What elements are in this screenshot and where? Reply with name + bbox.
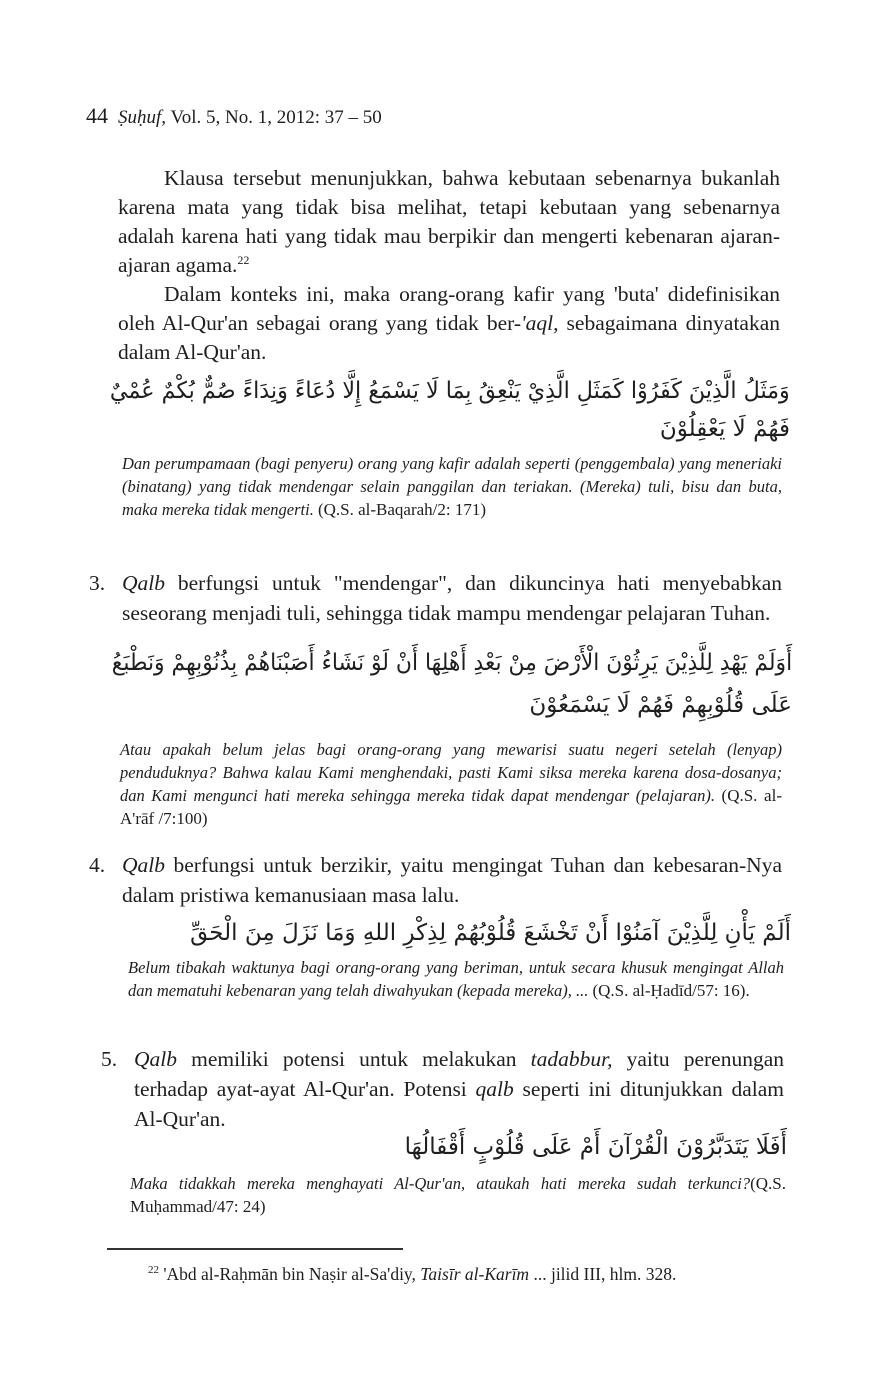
- list-item-3-text: berfungsi untuk "mendengar", dan dikuncinya hati menyebabkan seseorang menjadi tuli, sehingga tidak mampu mendengar pelajaran Tuhan.: [122, 571, 782, 625]
- verse2-arabic-line1: أَوَلَمْ يَهْدِ لِلَّذِيْنَ يَرِثُوْنَ الْأَرْضَ مِنْ بَعْدِ أَهْلِهَا أَنْ لَوْ نَشَاءُ أَصَبْنَاهُمْ بِذُنُوْبِهِمْ وَنَطْبَعُ: [111, 650, 792, 676]
- page-number: 44: [86, 103, 108, 128]
- verse4-arabic-line1: أَفَلَا يَتَدَبَّرُوْنَ الْقُرْآنَ أَمْ عَلَى قُلُوْبٍ أَقْفَالُهَا: [404, 1134, 787, 1160]
- footnote-text-b: ... jilid III, hlm. 328.: [529, 1264, 677, 1284]
- verse4-reference: (Q.S. Muḥammad/47: 24): [130, 1174, 786, 1216]
- list-item-5-term: tadabbur,: [530, 1047, 613, 1071]
- list-item-5-text-b: yaitu perenungan terhadap ayat-ayat Al-Qur'an. Potensi: [134, 1047, 784, 1101]
- intro-paragraph-1: [118, 164, 780, 280]
- list-item-3-keyword: Qalb: [122, 571, 165, 595]
- verse4-translation: [130, 1172, 786, 1218]
- footnote-title: Taisīr al-Karīm: [420, 1264, 530, 1284]
- list-item-5: [101, 1044, 784, 1134]
- verse2-translation-text: Atau apakah belum jelas bagi orang-orang yang mewarisi suatu negeri setelah (lenyap) penduduknya? Bahwa kalau Kami menghendaki, pasti Kami siksa mereka karena dosa-dosanya; dan Kami mengunci hati mereka sehingga mereka tidak dapat mendengar (pelajaran).: [120, 740, 782, 805]
- intro-para2-text: Dalam konteks ini, maka orang-orang kafir yang 'buta' didefinisikan oleh Al-Qur'an sebagai orang yang tidak ber-: [118, 282, 780, 335]
- list-item-5-term2: qalb: [475, 1077, 514, 1101]
- intro-paragraph-2: [118, 280, 780, 367]
- footnote-mark: 22: [237, 252, 250, 267]
- footnote-number: 22: [148, 1264, 159, 1277]
- footnote-text-a: 'Abd al-Raḥmān bin Naṣir al-Sa'diy,: [163, 1264, 421, 1284]
- footnote: [148, 1262, 676, 1286]
- list-item-4: [89, 850, 782, 910]
- verse1-reference: (Q.S. al-Baqarah/2: 171): [317, 500, 487, 519]
- verse2-translation: [120, 738, 782, 830]
- list-item-4-text: berfungsi untuk berzikir, yaitu mengingat Tuhan dan kebesaran-Nya dalam pristiwa kemanusiaan masa lalu.: [122, 853, 782, 907]
- intro-para2-end: sebagaimana dinyatakan dalam Al-Qur'an.: [118, 311, 780, 364]
- intro-para1-text: Klausa tersebut menunjukkan, bahwa kebutaan sebenarnya bukanlah karena mata yang tidak bisa melihat, tetapi kebutaan yang sebenarnya adalah karena hati yang tidak mau berpikir dan mengerti kebenaran ajaran-ajaran agama.: [118, 166, 780, 277]
- intro-para2-italic: 'aql,: [521, 311, 559, 335]
- verse3-arabic-line1: أَلَمْ يَأْنِ لِلَّذِيْنَ آمَنُوْا أَنْ تَخْشَعَ قُلُوْبُهُمْ لِذِكْرِ اللهِ وَمَا نَزَلَ مِنَ الْحَقِّ: [190, 920, 791, 946]
- verse1-translation-text: Dan perumpamaan (bagi penyeru) orang yang kafir adalah seperti (penggembala) yang meneriaki (binatang) yang tidak mendengar selain panggilan dan teriakan. (Mereka) tuli, bisu dan buta, maka mereka tidak mengerti.: [122, 454, 782, 519]
- verse1-arabic-line1: وَمَثَلُ الَّذِيْنَ كَفَرُوْا كَمَثَلِ الَّذِيْ يَنْعِقُ بِمَا لَا يَسْمَعُ إِلَّا دُعَاءً وَنِدَاءً صُمٌّ بُكْمٌ عُمْيٌ: [110, 378, 790, 404]
- list-item-4-keyword: Qalb: [122, 853, 165, 877]
- list-item-4-number: 4.: [89, 853, 106, 877]
- verse4-translation-text: Maka tidakkah mereka menghayati Al-Qur'an, ataukah hati mereka sudah terkunci?: [130, 1174, 751, 1193]
- verse1-arabic-line2: فَهُمْ لَا يَعْقِلُوْنَ: [659, 416, 790, 442]
- list-item-5-text-a: memiliki potensi untuk melakukan: [177, 1047, 531, 1071]
- list-item-3: [89, 568, 782, 628]
- verse2-reference: (Q.S. al-A'rāf /7:100): [120, 786, 782, 828]
- running-header: [86, 104, 382, 130]
- journal-details: Vol. 5, No. 1, 2012: 37 – 50: [170, 107, 382, 128]
- verse2-arabic-line2: عَلَى قُلُوْبِهِمْ فَهُمْ لَا يَسْمَعُوْنَ: [529, 692, 792, 718]
- verse3-translation: [128, 956, 784, 1002]
- footnote-separator: [107, 1248, 403, 1250]
- verse3-reference: (Q.S. al-Ḥadīd/57: 16).: [592, 981, 750, 1000]
- list-item-5-number: 5.: [101, 1047, 118, 1071]
- list-item-3-number: 3.: [89, 571, 106, 595]
- verse3-translation-text: Belum tibakah waktunya bagi orang-orang yang beriman, untuk secara khusuk mengingat Allah dan mematuhi kebenaran yang telah diwahyukan (kepada mereka), ...: [128, 958, 784, 1000]
- list-item-5-keyword: Qalb: [134, 1047, 177, 1071]
- list-item-5-text-c: seperti ini ditunjukkan dalam Al-Qur'an.: [134, 1077, 784, 1131]
- verse1-translation: [122, 452, 782, 521]
- journal-name: Ṣuḥuf,: [118, 107, 167, 128]
